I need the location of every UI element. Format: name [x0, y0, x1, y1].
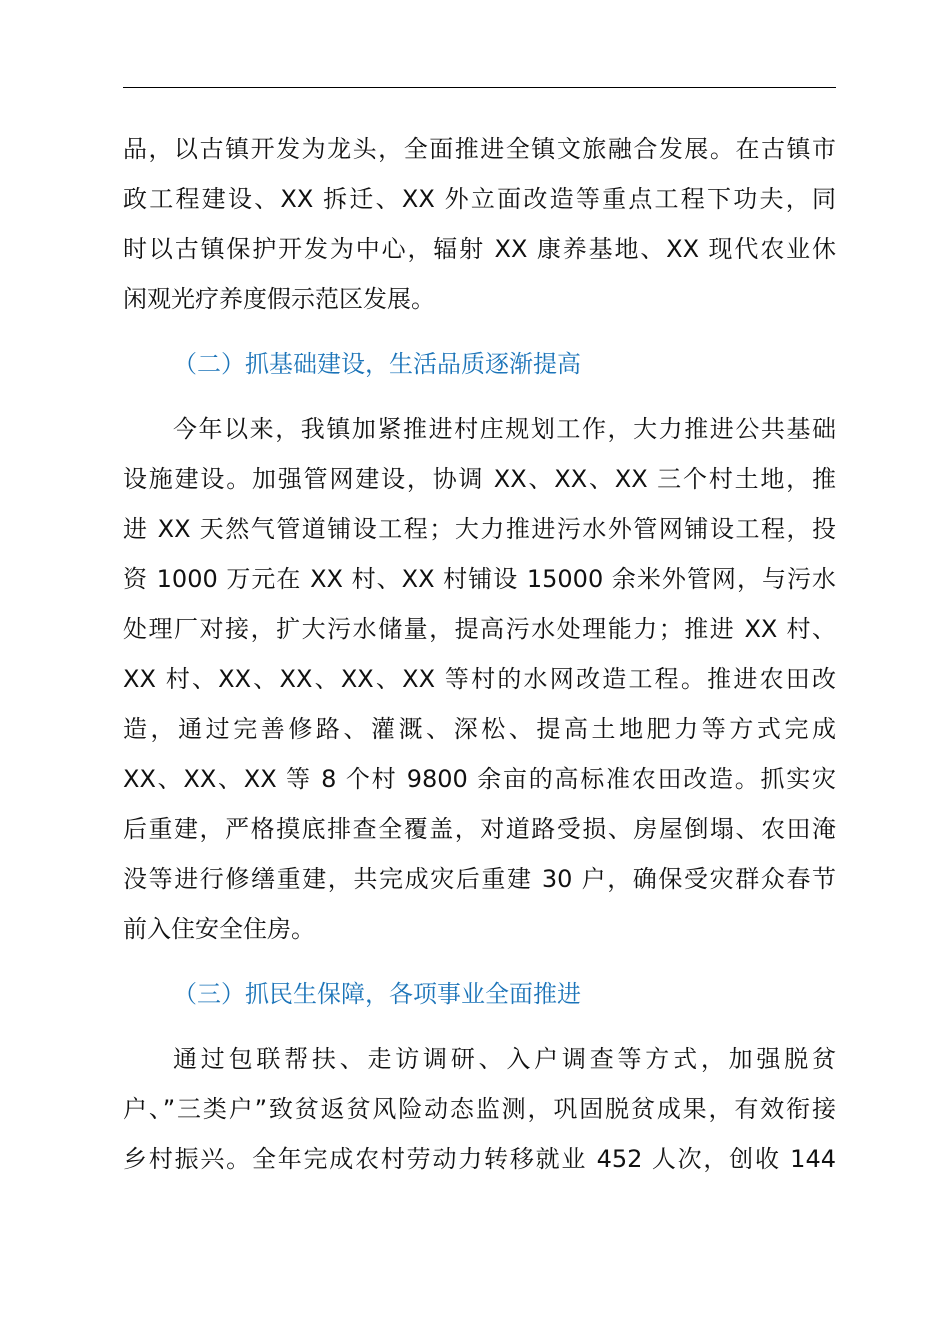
text-line: 设施建设。加强管网建设，协调 XX、XX、XX 三个村土地，推: [123, 465, 836, 493]
text-line: 闲观光疗养度假示范区发展。: [123, 285, 435, 313]
paragraph-livelihood: [123, 1034, 836, 1184]
text-line: 资 1000 万元在 XX 村、XX 村铺设 15000 余米外管网，与污水: [123, 565, 836, 593]
text-line: 进 XX 天然气管道铺设工程；大力推进污水外管网铺设工程，投: [123, 515, 836, 543]
text-line: XX、XX、XX 等 8 个村 9800 余亩的高标准农田改造。抓实灾: [123, 765, 836, 793]
text-line: 造，通过完善修路、灌溉、深松、提高土地肥力等方式完成: [123, 715, 836, 743]
text-line: 处理厂对接，扩大污水储量，提高污水处理能力；推进 XX 村、: [123, 615, 836, 643]
paragraph-culture-tourism: [123, 124, 836, 324]
section-heading-livelihood: （三）抓民生保障，各项事业全面推进: [173, 980, 581, 1008]
text-line: 乡村振兴。全年完成农村劳动力转移就业 452 人次，创收 144: [123, 1145, 836, 1173]
paragraph-infrastructure: [123, 404, 836, 954]
text-line: 前入住安全住房。: [123, 915, 315, 943]
text-line: 品，以古镇开发为龙头，全面推进全镇文旅融合发展。在古镇市: [123, 135, 836, 163]
text-line: 今年以来，我镇加紧推进村庄规划工作，大力推进公共基础: [173, 415, 836, 443]
text-line: 通过包联帮扶、走访调研、入户调查等方式，加强脱贫: [173, 1045, 836, 1073]
text-line: XX 村、XX、XX、XX、XX 等村的水网改造工程。推进农田改: [123, 665, 836, 693]
text-line: 后重建，严格摸底排查全覆盖，对道路受损、房屋倒塌、农田淹: [123, 815, 836, 843]
text-line: 没等进行修缮重建，共完成灾后重建 30 户，确保受灾群众春节: [123, 865, 836, 893]
section-heading-infrastructure: （二）抓基础建设，生活品质逐渐提高: [173, 350, 581, 378]
text-line: 户、”三类户”致贫返贫风险动态监测，巩固脱贫成果，有效衔接: [123, 1095, 836, 1123]
header-rule: [123, 87, 836, 88]
text-line: 时以古镇保护开发为中心，辐射 XX 康养基地、XX 现代农业休: [123, 235, 836, 263]
text-line: 政工程建设、XX 拆迁、XX 外立面改造等重点工程下功夫，同: [123, 185, 836, 213]
document-body: [123, 124, 836, 1184]
